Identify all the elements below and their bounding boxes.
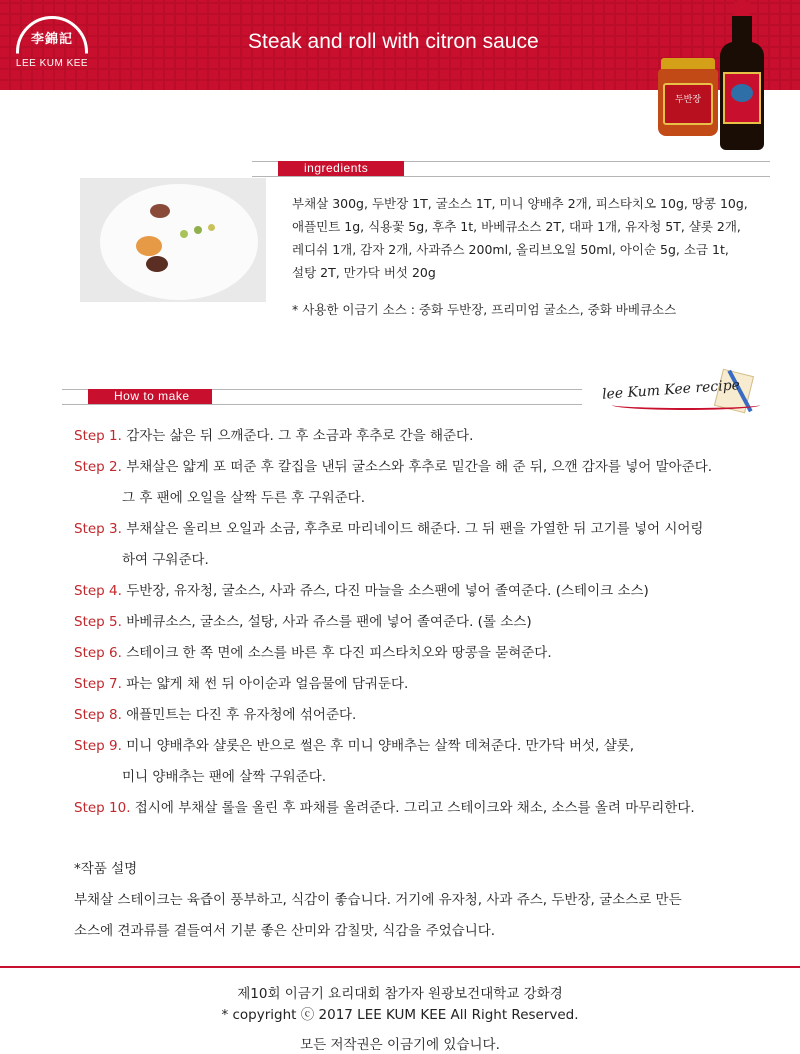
description-heading: *작품 설명 (74, 861, 138, 877)
footer-copyright: * copyright ⓒ 2017 LEE KUM KEE All Right Reserved. (221, 1007, 579, 1023)
step-label: Step 5. (74, 614, 122, 630)
how-to-rule-lower (62, 404, 582, 405)
step-text: 파는 얇게 채 썬 뒤 아이순과 얼음물에 담궈둔다. (126, 676, 409, 692)
step-label: Step 3. (74, 521, 122, 537)
garnish-1 (180, 230, 188, 238)
ingredients-line: 설탕 2T, 만가닥 버섯 20g (292, 265, 436, 280)
step-9-continued: 미니 양배추는 팬에 살짝 구워준다. (122, 769, 327, 785)
garnish-2 (194, 226, 202, 234)
description-line: 소스에 견과류를 곁들여서 기분 좋은 산미와 감칠맛, 식감을 주었습니다. (74, 923, 496, 939)
footer-rule (0, 966, 800, 968)
step-text: 스테이크 한 쪽 면에 소스를 바른 후 다진 피스타치오와 땅콩을 묻혀준다. (126, 645, 552, 661)
step-text: 접시에 부채살 롤을 올린 후 파채를 올려준다. 그리고 스테이크와 채소, 소스를 올려 마무리한다. (134, 800, 695, 816)
page-title: Steak and roll with citron sauce (248, 30, 539, 53)
dish-photo (80, 178, 266, 302)
bottle-label-emblem (731, 84, 753, 102)
step-text: 바베큐소스, 굴소스, 설탕, 사과 쥬스를 팬에 넣어 졸여준다. (롤 소스) (126, 614, 532, 630)
ingredients-rule-lower (252, 176, 770, 177)
bottle-label (723, 72, 761, 124)
step-4 (74, 579, 649, 599)
steak (146, 256, 168, 272)
signature-swoosh (612, 400, 760, 410)
ingredients-line: 애플민트 1g, 식용꽃 5g, 후추 1t, 바베큐소스 2T, 대파 1개, 유자청 5T, 샬롯 2개, (292, 219, 741, 234)
logo-chinese-text: 李錦記 (30, 32, 73, 47)
step-text: 부채살은 얇게 포 떠준 후 칼집을 낸뒤 굴소스와 후추로 밑간을 해 준 뒤, 으깬 감자를 넣어 말아준다. (126, 459, 713, 475)
step-label: Step 1. (74, 428, 122, 444)
step-3 (74, 517, 703, 537)
garnish-3 (208, 224, 215, 231)
step-label: Step 2. (74, 459, 122, 475)
step-text: 애플민트는 다진 후 유자청에 섞어준다. (126, 707, 357, 723)
step-text: 부채살은 올리브 오일과 소금, 후추로 마리네이드 해준다. 그 뒤 팬을 가열한 뒤 고기를 넣어 시어링 (126, 521, 704, 537)
description-line: 부채살 스테이크는 육즙이 풍부하고, 식감이 좋습니다. 거기에 유자청, 사과 쥬스, 두반장, 굴소스로 만든 (74, 892, 682, 908)
sauce-swirl (136, 236, 162, 256)
how-to-tag: How to make (88, 389, 212, 404)
step-1 (74, 424, 473, 444)
step-8 (74, 703, 356, 723)
step-label: Step 4. (74, 583, 122, 599)
sauce-jar-icon (658, 58, 718, 136)
footer-author: 제10회 이금기 요리대회 참가자 원광보건대학교 강화경 (237, 986, 563, 1002)
logo-english-text: LEE KUM KEE (15, 58, 89, 69)
ingredients-line: 레디쉬 1개, 감자 2개, 사과쥬스 200ml, 올리브오일 50ml, 아이순 5g, 소금 1t, (292, 242, 729, 257)
ingredients-list (292, 192, 762, 284)
sauce-note: * 사용한 이금기 소스 : 중화 두반장, 프리미엄 굴소스, 중화 바베큐소스 (292, 302, 677, 317)
step-text: 미니 양배추와 샬롯은 반으로 썰은 후 미니 양배추는 살짝 데쳐준다. 만가닥 버섯, 샬롯, (126, 738, 634, 754)
step-9 (74, 734, 634, 754)
step-label: Step 8. (74, 707, 122, 723)
brand-logo (12, 12, 92, 80)
ingredients-tag: ingredients (278, 161, 404, 176)
ingredients-line: 부채살 300g, 두반장 1T, 굴소스 1T, 미니 양배추 2개, 피스타치오 10g, 땅콩 10g, (292, 196, 748, 211)
logo-arc (16, 16, 88, 88)
step-6 (74, 641, 552, 661)
recipe-signature: lee Kum Kee recipe (601, 377, 741, 403)
step-label: Step 6. (74, 645, 122, 661)
step-label: Step 7. (74, 676, 122, 692)
footer-rights: 모든 저작권은 이금기에 있습니다. (300, 1037, 500, 1053)
step-label: Step 10. (74, 800, 131, 816)
step-3-continued: 하여 구워준다. (122, 552, 209, 568)
oyster-sauce-bottle-icon (720, 2, 764, 150)
jar-label: 두반장 (663, 83, 713, 125)
step-2 (74, 455, 712, 475)
step-2-continued: 그 후 팬에 오일을 살짝 두른 후 구워준다. (122, 490, 365, 506)
plate (100, 184, 258, 300)
step-7 (74, 672, 408, 692)
steak-roll (150, 204, 170, 218)
step-text: 두반장, 유자청, 굴소스, 사과 쥬스, 다진 마늘을 소스팬에 넣어 졸여준다. (스테이크 소스) (126, 583, 649, 599)
step-label: Step 9. (74, 738, 122, 754)
step-10 (74, 796, 695, 816)
step-5 (74, 610, 532, 630)
step-text: 감자는 삶은 뒤 으깨준다. 그 후 소금과 후추로 간을 해준다. (126, 428, 474, 444)
